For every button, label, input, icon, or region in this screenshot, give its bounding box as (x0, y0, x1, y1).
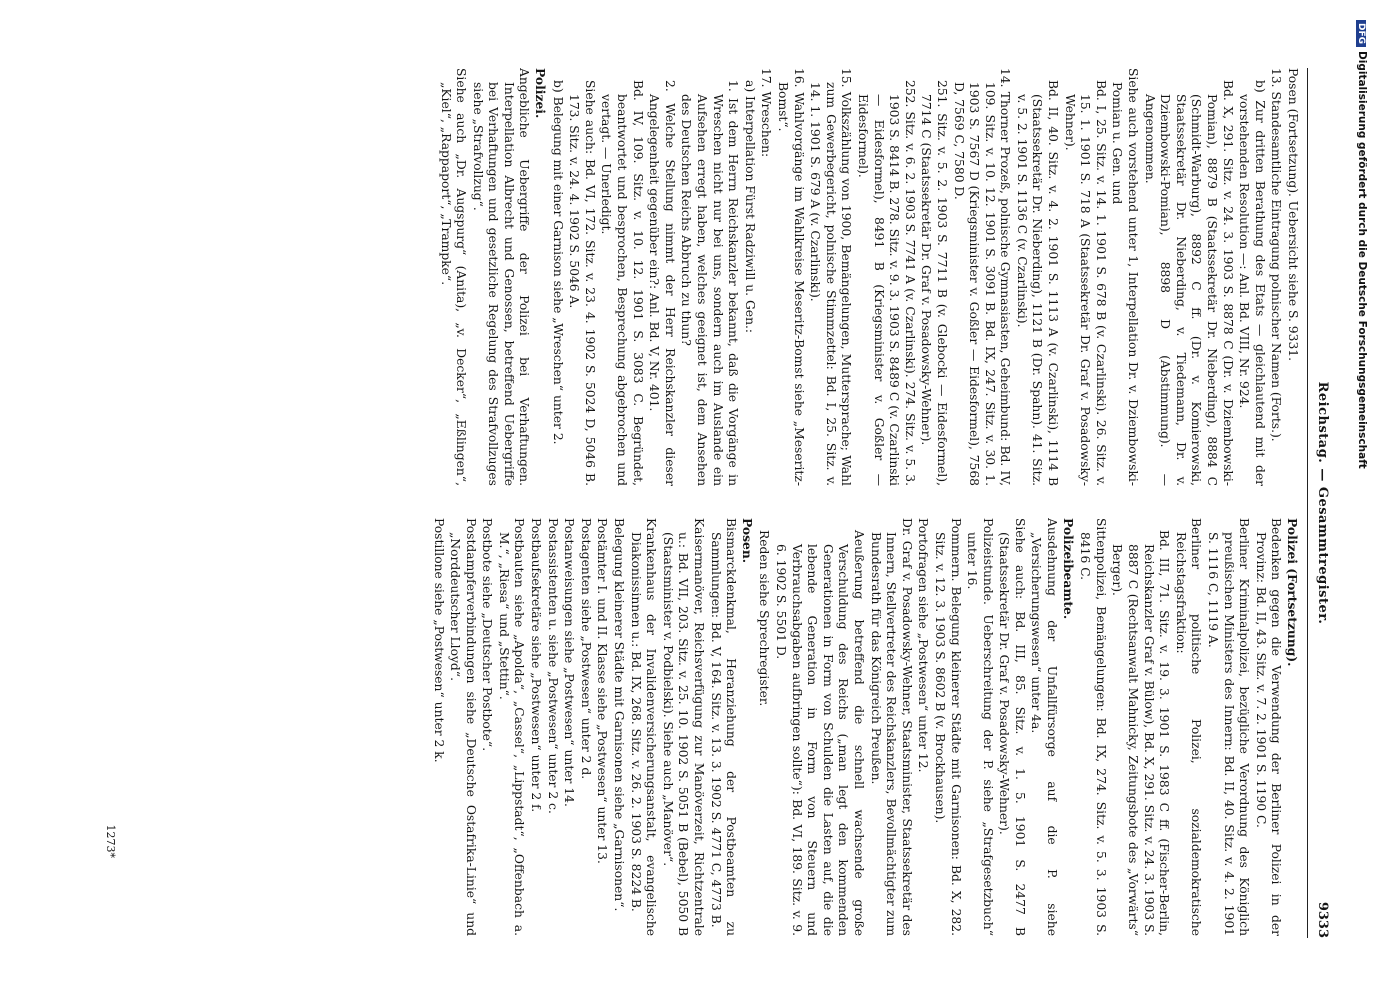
entry-posen-14-251: 251. Sitz. v. 5. 2. 1903 S. 7711 B (v. Glebocki — Eidesformel), 7714 C (Staatssekretär Dr. Graf v. Posadowsky-Wehner). (919, 80, 949, 486)
entry-postassistenten: Postassistenten u. siehe „Postwesen“ unter 2 c. (545, 518, 560, 814)
entry-posadowsky-reden: Reden siehe Sprechregister. (757, 530, 772, 707)
entry-posen-16: 16. Wahlvorgänge im Wahlkreise Meseritz-Bomst siehe „Meseritz-Bomst“. (776, 68, 806, 486)
entry-posen-14: 14. Thorner Prozeß, polnische Gymnasiasten, Geheimbund: Bd. IV, 109. Sitz. v. 10. 12. 1901 S. 3091 B. Bd. IX, 247. Sitz. v. 30. 1. 1903 S. 7567 D (Kriegsminister v. Goßler — Eidesformel), 7568 D, 7569 C, 7580 D. (951, 68, 1013, 486)
entry-sittenpolizei: Sittenpolizei, Bemängelungen: Bd. IX, 274. Sitz. v. 5. 3. 1903 S. 8416 C. (1078, 518, 1108, 936)
register-page (90, 68, 1330, 938)
entry-posadowsky: Dr. Graf v. Posadowsky-Wehner, Staatsminister, Staatssekretär des Innern, Stellvertreter des Reichskanzlers, Bevollmächtigter zum Bundesrath für das Königreich Preußen. (868, 518, 914, 936)
entry-polizeibeamte-see-also: Siehe auch: Bd. III, 85. Sitz. v. 1. 5. 1901 S. 2477 B (Staatssekretär Dr. Graf v. Posadowsky-Wehner). (997, 518, 1027, 936)
entry-postbauten: Postbauten siehe „Apolda“, „Cassel“, „Lippstadt“, „Offenbach a. M.“, „Riesa“ und „Stettin“. (496, 518, 527, 936)
running-head-title: Reichstag. — Gesammtregister. (1315, 381, 1330, 625)
heading-polizeibeamte: Polizeibeamte. (1060, 518, 1076, 620)
entry-berliner-polizei-provinz: Bedenken gegen die Verwendung der Berliner Polizei in der Provinz: Bd. II, 43. Sitz. v. 7. 2. 1901 S. 1190 C. (1253, 518, 1284, 936)
entry-postdampferverbindungen: Postdampferverbindungen siehe „Deutsche Ostafrika-Linie“ und „Norddeutscher Lloyd“. (448, 518, 478, 936)
entry-kriminalpolizei: Berliner Kriminalpolizei, bezügliche Verordnung des Königlich preußischen Ministers des Innern: Bd. II, 40. Sitz. v. 4. 2. 1901 S. 1116 C, 1119 A. (1206, 518, 1252, 936)
entry-interpellation-q2: 2. Welche Stellung nimmt der Herr Reichskanzler dieser Angelegenheit gegenüber ein?: Anl. Bd. V, Nr. 401. (647, 80, 677, 486)
entry-pommern: Pommern. Belegung kleinerer Städte mit Garnisonen: Bd. X, 282. Sitz. v. 12. 3. 1903 S. 8602 B (v. Brockhausen). (932, 518, 963, 936)
entry-posen-17b: b) Belegung mit einer Garnison siehe „Wreschen“ unter 2. (550, 80, 565, 445)
entry-polizei-uebergriffe: Angebliche Uebergriffe der Polizei bei Verhaftungen. Interpellation Albrecht und Genossen, betreffend Uebergriffe bei Verhaftungen und gesetzliche Regelung des Strafvollzuges siehe „Strafvollzug“. (470, 68, 532, 486)
entry-see-also: Siehe auch vorstehend unter 1, Interpellation Dr. v. Dziembowski-Pomian u. Gen. und (1110, 68, 1141, 486)
entry-posen-13: 13. Standesamtliche Eintragung polnischer Namen (Forts.). (1269, 68, 1284, 442)
entry-bismarckdenkmal: Bismarckdenkmal, Heranziehung der Postbeamten zu Sammlungen: Bd. V, 164. Sitz. v. 13. 3. 1902 S. 4771 C, 4773 B. (708, 518, 739, 936)
entry-postbote: Postbote siehe „Deutscher Postbote“. (480, 518, 495, 752)
entry-interpellation-q1: 1. Ist dem Herrn Reichskanzler bekannt, daß die Vorgänge in Wreschen nicht nur bei uns, sondern auch im Auslande ein Aufsehen erregt haben, welches geeignet ist, dem Ansehen des Deutschen Reichs Abbruch zu thun? (679, 80, 741, 486)
entry-ref-bd2: Bd. II, 40. Sitz. v. 4. 2. 1901 S. 1113 A (v. Czarlinski), 1114 B (Staatssekretär Dr. Nieberding), 1121 B (Dr. Spahn). 41. Sitz. v. 5. 2. 1901 S. 1136 C (v. Czarlinski). (1014, 80, 1061, 486)
heading-polizei: Polizei. (533, 68, 549, 119)
running-head (1307, 68, 1330, 938)
entry-politische-polizei-refs: Bd. III, 71. Sitz. v. 19. 3. 1901 S. 1983 C ff. (Fischer-Berlin, Reichskanzler Graf v. Bülow), Bd. X, 291. Sitz. v. 24. 3. 1903 S. 8887 C (Rechtsanwalt Mahnicky, Zeitungsbote des „Vorwärts“ Berger). (1110, 530, 1172, 936)
entry-postillone: Postillone siehe „Postwesen“ unter 2 k. (431, 518, 446, 763)
entry-politische-polizei: Berliner politische Polizei, sozialdemokratische Reichstagsfraktion: (1173, 518, 1204, 936)
entry-posen-15: 15. Volkszählung von 1900, Bemängelungen, Muttersprache; Wahl zum Gewerbegericht, polnische Stimmzettel: Bd. I, 25. Sitz. v. 14. 1. 1901 S. 679 A (v. Czarlinski). (808, 68, 854, 486)
entry-krankenhaus: Krankenhaus der Invalidenversicherungsanstalt, evangelische Diakonissinnen u.: Bd. IX, 268. Sitz. v. 26. 2. 1903 S. 8224 B. (628, 518, 659, 936)
right-column (120, 518, 1300, 936)
entry-posen-17: 17. Wreschen: (759, 68, 774, 158)
entry-postbaufsekretaere: Postbaufsekretäre siehe „Postwesen“ unter 2 f. (529, 518, 544, 813)
entry-postaemter: Postämter I. und II. Klasse siehe „Postwesen“ unter 13. (595, 518, 610, 864)
entry-posen-17a: a) Interpellation Fürst Radziwill u. Gen.: (742, 80, 757, 334)
entry-portofragen: Portofragen siehe „Postwesen“ unter 12. (916, 518, 931, 773)
left-column (120, 68, 1300, 486)
entry-postanweisungen: Postanweisungen siehe „Postwesen“ unter 14. (562, 518, 577, 807)
digitization-caption (1356, 20, 1368, 469)
heading-posen: Posen. (739, 518, 755, 564)
entry-kaisermanoever: Kaisermanöver, Reichsverfügung zur Manöverzeit, Richtzentrale u.: Bd. VII, 203. Sitz. v. 25. 10. 1902 S. 5051 B (Bebel), 5050 B (Staatsminister v. Podbielski). Siehe auch „Manöver“. (660, 518, 707, 936)
entry-postagenten: Postagenten siehe „Postwesen“ unter 2 d. (578, 518, 593, 780)
entry-polizeistunde: Polizeistunde. Ueberschreitung der P. siehe „Strafgesetzbuch“ unter 16. (965, 518, 995, 936)
page-number: 9333 (1315, 901, 1330, 938)
entry-posen-14-252: 252. Sitz. v. 6. 2. 1903 S. 7741 A (v. Czarlinski). 274. Sitz. v. 5. 3. 1903 S. 8414 B. 278. Sitz. v. 9. 3. 1903 S. 8489 C (v. Czarlinski — Eidesformel), 8491 B (Kriegsminister v. Goßler — Eidesformel). (855, 80, 917, 486)
entry-polizei-see-also: Siehe auch „Dr. Augspurg“ (Anita), „v. Decker“, „Eßlingen“, „Kiel“, „Rappaport“, „Trampke“. (438, 68, 469, 486)
heading-polizei-continued: Polizei (Fortsetzung). (1285, 518, 1300, 667)
entry-unfallfuersorge: Ausdehnung der Unfallfürsorge auf die P. siehe „Versicherungswesen“ unter 4a. (1029, 518, 1060, 936)
dfg-logo: DFG (1356, 20, 1366, 47)
entry-interpellation-see-also: Siehe auch: Bd. VI, 172. Sitz. v. 23. 4. 1902 S. 5024 D, 5046 B. 173. Sitz. v. 24. 4. 1902 S. 5046 A. (567, 80, 597, 486)
entry-garnisonen: Belegung kleinerer Städte mit Garnisonen siehe „Garnisonen“. (612, 518, 627, 912)
entry-posen-13b: b) Zur dritten Berathung des Etats — gleichlautend mit der vorstehenden Resolution —: Anl. Bd. VIII, Nr. 924. (1237, 80, 1267, 486)
entry-posadowsky-aeusserung: Aeußerung betreffend die schnell wachsende große Verschuldung des Reichs („man legt den kommenden Generationen in Form von Schulden die Lasten auf, die die lebende Generation in Form von Steuern und Verbrauchsabgaben aufbringen sollte“): Bd. VI, 189. Sitz. v. 9. 6. 1902 S. 5501 D. (774, 530, 866, 936)
entry-ref-bd1: Bd. I, 25. Sitz. v. 14. 1. 1901 S. 678 B (v. Czarlinski). 26. Sitz. v. 15. 1. 1901 S. 718 A (Staatssekretär Dr. Graf v. Posadowsky-Wehner). (1062, 80, 1108, 486)
entry-posen-continued: Posen (Fortsetzung). Uebersicht siehe S. 9331. (1286, 68, 1300, 362)
digitization-caption-text: Digitalisierung gefördert durch die Deutsche Forschungsgemeinschaft (1356, 51, 1368, 469)
sheet-number: 1273* (104, 824, 117, 858)
entry-posen-13b-ref: Bd. X, 291. Sitz. v. 24. 3. 1903 S. 8878 C (Dr. v. Dziembowski-Pomian), 8879 B (Staatssekretär Dr. Nieberding), 8884 C (Schmidt-Warburg), 8892 C ff. (Dr. v. Komierowski, Staatssekretär Dr. Nieberding, v. Tiedemann, Dr. v. Dziembowski-Pomian), 8898 D (Abstimmung). — Angenommen. (1142, 80, 1235, 486)
entry-interpellation-ref: Bd. IV, 109. Sitz. v. 10. 12. 1901 S. 3083 C. Begründet, beantwortet und besprochen, Besprechung abgebrochen und vertagt. — Unerledigt. (599, 80, 645, 486)
